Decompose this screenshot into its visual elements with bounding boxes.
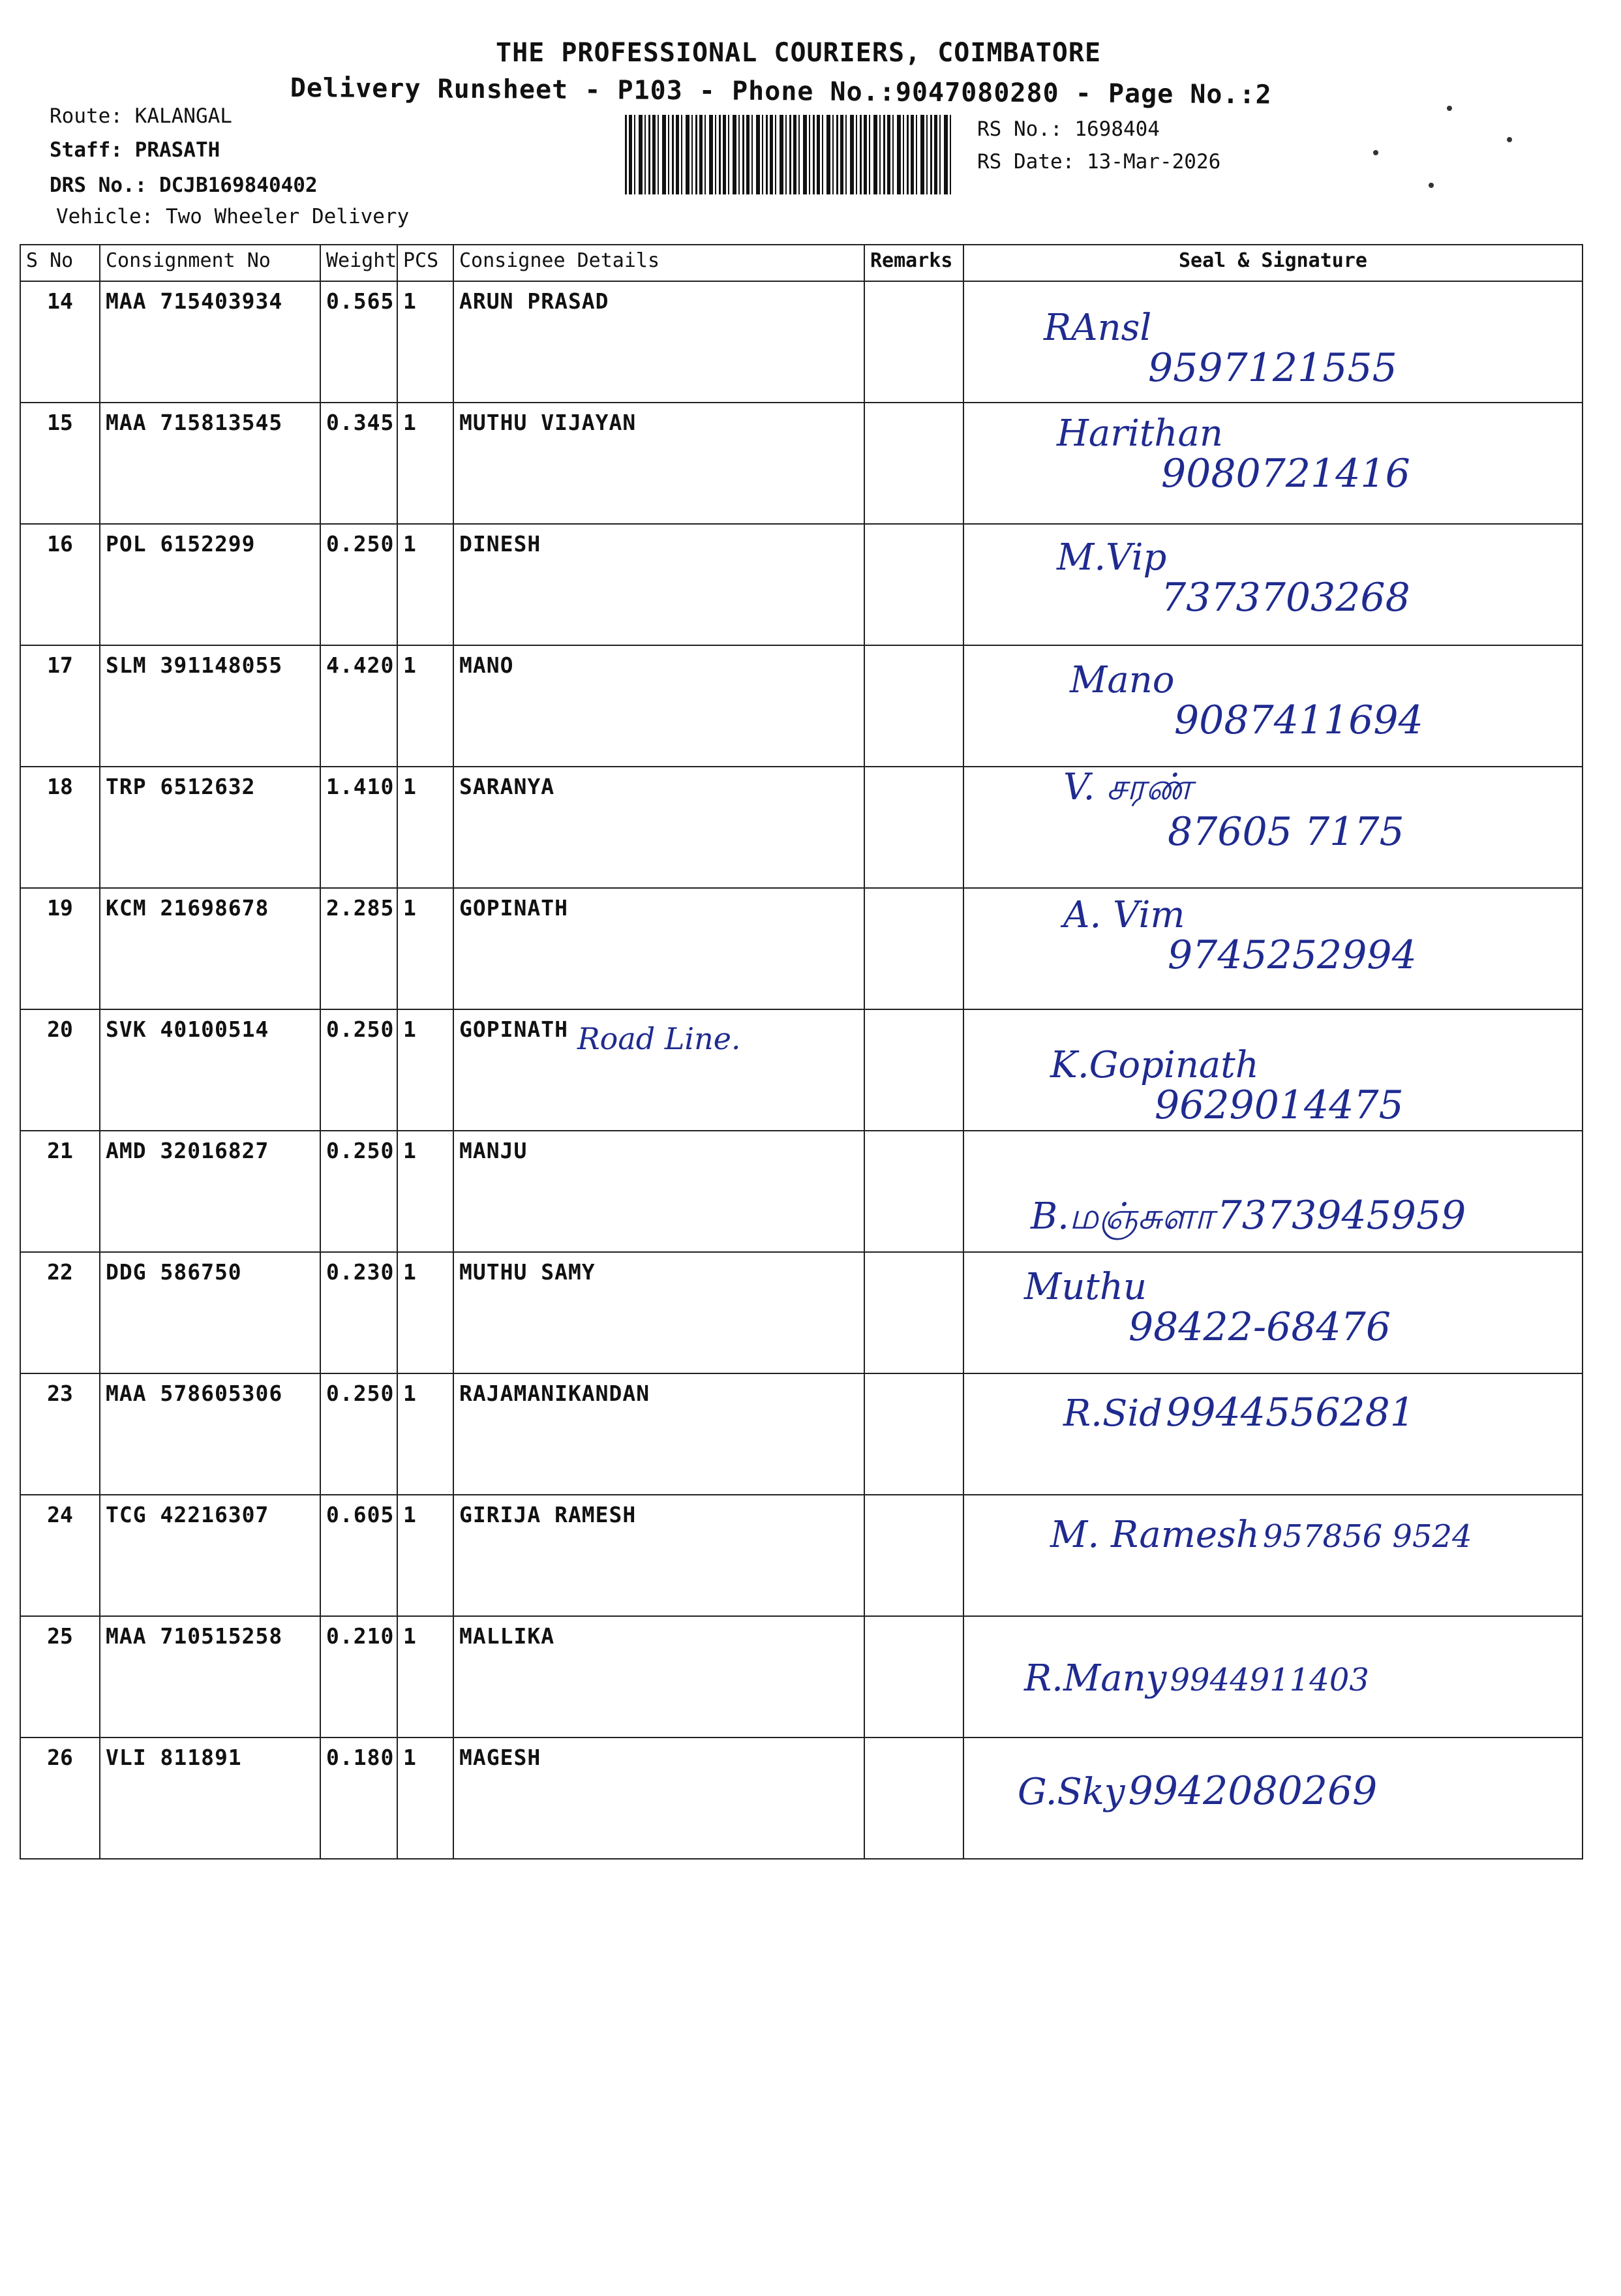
pcs-cell: 1 bbox=[397, 767, 453, 888]
signature-name: K.Gopinath bbox=[1050, 1044, 1259, 1086]
signature-name: Harithan bbox=[1057, 412, 1223, 455]
signature-phone: 87605 7175 bbox=[1168, 809, 1404, 855]
sno-cell: 15 bbox=[20, 403, 100, 524]
consignment-cell: KCM 21698678 bbox=[100, 888, 320, 1009]
pcs-cell: 1 bbox=[397, 645, 453, 767]
document-title: THE PROFESSIONAL COURIERS, COIMBATORE bbox=[496, 38, 1102, 68]
signature-name: RAnsl bbox=[1044, 307, 1152, 349]
consignment-cell: POL 6152299 bbox=[100, 524, 320, 645]
handwritten-signature bbox=[1063, 766, 1404, 855]
handwritten-signature bbox=[1024, 1657, 1369, 1700]
signature-phone: 7373945959 bbox=[1217, 1193, 1466, 1238]
signature-phone: 9745252994 bbox=[1168, 932, 1417, 978]
vehicle-label: Vehicle: bbox=[56, 205, 154, 228]
drs-line bbox=[50, 174, 318, 197]
remarks-cell bbox=[864, 1616, 963, 1737]
signature-phone: 9942080269 bbox=[1128, 1768, 1378, 1814]
handwritten-signature bbox=[1018, 1768, 1377, 1814]
consignment-cell: AMD 32016827 bbox=[100, 1131, 320, 1252]
weight-cell: 0.250 bbox=[320, 1373, 397, 1495]
sno-cell: 20 bbox=[20, 1009, 100, 1131]
table-header-row bbox=[20, 245, 1583, 281]
pcs-cell: 1 bbox=[397, 1009, 453, 1131]
weight-cell: 0.605 bbox=[320, 1495, 397, 1616]
remarks-cell bbox=[864, 524, 963, 645]
consignment-cell: MAA 578605306 bbox=[100, 1373, 320, 1495]
drs-label: DRS No.: bbox=[50, 174, 147, 197]
weight-cell: 0.230 bbox=[320, 1252, 397, 1373]
sno-cell: 18 bbox=[20, 767, 100, 888]
column-header: Consignment No bbox=[100, 245, 320, 281]
sno-cell: 25 bbox=[20, 1616, 100, 1737]
speck-mark bbox=[1507, 137, 1512, 142]
consignment-cell: VLI 811891 bbox=[100, 1737, 320, 1859]
signature-phone: 9944911403 bbox=[1170, 1662, 1369, 1698]
weight-cell: 0.565 bbox=[320, 281, 397, 403]
rs-no-label: RS No.: bbox=[977, 117, 1063, 141]
pcs-cell: 1 bbox=[397, 1131, 453, 1252]
sno-cell: 23 bbox=[20, 1373, 100, 1495]
speck-mark bbox=[1429, 183, 1434, 188]
signature-name: M.Vip bbox=[1057, 536, 1167, 579]
remarks-cell bbox=[864, 1737, 963, 1859]
consignee-cell: MUTHU SAMY bbox=[453, 1252, 864, 1373]
consignee-cell: MANO bbox=[453, 645, 864, 767]
rs-no-value: 1698404 bbox=[1074, 117, 1160, 141]
route-line bbox=[50, 104, 232, 128]
remarks-cell bbox=[864, 1009, 963, 1131]
remarks-cell bbox=[864, 1252, 963, 1373]
handwritten-signature bbox=[1044, 307, 1397, 391]
handwritten-signature bbox=[1050, 1044, 1404, 1128]
consignee-cell: GIRIJA RAMESH bbox=[453, 1495, 864, 1616]
sno-cell: 24 bbox=[20, 1495, 100, 1616]
remarks-cell bbox=[864, 888, 963, 1009]
signature-name: V. சரண் bbox=[1063, 766, 1192, 808]
signature-phone: 7373703268 bbox=[1161, 575, 1410, 620]
remarks-cell bbox=[864, 1495, 963, 1616]
consignee-cell: MUTHU VIJAYAN bbox=[453, 403, 864, 524]
weight-cell: 0.210 bbox=[320, 1616, 397, 1737]
pcs-cell: 1 bbox=[397, 1252, 453, 1373]
consignment-cell: DDG 586750 bbox=[100, 1252, 320, 1373]
remarks-cell bbox=[864, 767, 963, 888]
pcs-cell: 1 bbox=[397, 524, 453, 645]
sno-cell: 14 bbox=[20, 281, 100, 403]
signature-name: Muthu bbox=[1024, 1266, 1147, 1308]
speck-mark bbox=[1373, 150, 1378, 155]
signature-phone: 9944556281 bbox=[1166, 1390, 1415, 1435]
weight-cell: 4.420 bbox=[320, 645, 397, 767]
remarks-cell bbox=[864, 1131, 963, 1252]
consignment-cell: TCG 42216307 bbox=[100, 1495, 320, 1616]
handwritten-signature bbox=[1024, 1266, 1391, 1350]
signature-name: B.மஞ்சுளா bbox=[1031, 1195, 1214, 1238]
signature-phone: 9087411694 bbox=[1174, 697, 1423, 743]
weight-cell: 0.250 bbox=[320, 1131, 397, 1252]
sno-cell: 17 bbox=[20, 645, 100, 767]
signature-name: M. Ramesh bbox=[1050, 1514, 1260, 1556]
signature-name: R.Sid bbox=[1063, 1392, 1163, 1435]
signature-phone: 957856 9524 bbox=[1262, 1518, 1472, 1555]
weight-cell: 2.285 bbox=[320, 888, 397, 1009]
sno-cell: 21 bbox=[20, 1131, 100, 1252]
handwritten-signature bbox=[1057, 412, 1410, 497]
route-value: KALANGAL bbox=[134, 104, 232, 128]
consignee-cell: MALLIKA bbox=[453, 1616, 864, 1737]
remarks-cell bbox=[864, 403, 963, 524]
consignee-cell: RAJAMANIKANDAN bbox=[453, 1373, 864, 1495]
consignee-cell: GOPINATH bbox=[453, 888, 864, 1009]
consignment-cell: SVK 40100514 bbox=[100, 1009, 320, 1131]
consignment-cell: MAA 715813545 bbox=[100, 403, 320, 524]
weight-cell: 0.345 bbox=[320, 403, 397, 524]
signature-phone: 98422-68476 bbox=[1129, 1304, 1391, 1350]
column-header: Weight bbox=[320, 245, 397, 281]
rs-date-line bbox=[977, 150, 1220, 174]
consignment-cell: TRP 6512632 bbox=[100, 767, 320, 888]
pcs-cell: 1 bbox=[397, 888, 453, 1009]
vehicle-value: Two Wheeler Delivery bbox=[165, 205, 410, 228]
handwritten-signature bbox=[1063, 894, 1417, 978]
sno-cell: 16 bbox=[20, 524, 100, 645]
drs-value: DCJB169840402 bbox=[159, 174, 318, 197]
sno-cell: 19 bbox=[20, 888, 100, 1009]
pcs-cell: 1 bbox=[397, 403, 453, 524]
handwritten-signature bbox=[1050, 1514, 1472, 1556]
handwritten-signature bbox=[1031, 1193, 1466, 1242]
signature-phone: 9597121555 bbox=[1148, 345, 1397, 391]
signature-name: G.Sky bbox=[1018, 1771, 1125, 1813]
weight-cell: 0.180 bbox=[320, 1737, 397, 1859]
consignment-cell: SLM 391148055 bbox=[100, 645, 320, 767]
consignee-cell: DINESH bbox=[453, 524, 864, 645]
handwritten-signature bbox=[1063, 1390, 1415, 1435]
vehicle-line bbox=[56, 205, 409, 228]
rs-date-label: RS Date: bbox=[977, 150, 1075, 174]
rs-no-line bbox=[977, 117, 1160, 141]
column-header: Remarks bbox=[864, 245, 963, 281]
handwritten-signature bbox=[1057, 536, 1410, 620]
weight-cell: 0.250 bbox=[320, 1009, 397, 1131]
sno-cell: 22 bbox=[20, 1252, 100, 1373]
rs-date-value: 13-Mar-2026 bbox=[1086, 150, 1221, 174]
column-header: Seal & Signature bbox=[963, 245, 1583, 281]
remarks-cell bbox=[864, 281, 963, 403]
consignment-cell: MAA 710515258 bbox=[100, 1616, 320, 1737]
pcs-cell: 1 bbox=[397, 1737, 453, 1859]
staff-label: Staff: bbox=[50, 138, 123, 162]
runsheet-subtitle: Delivery Runsheet - P103 - Phone No.:9047080280 - Page No.:2 bbox=[290, 73, 1272, 110]
consignee-cell: GOPINATH bbox=[453, 1009, 864, 1131]
weight-cell: 1.410 bbox=[320, 767, 397, 888]
weight-cell: 0.250 bbox=[320, 524, 397, 645]
route-label: Route: bbox=[50, 104, 123, 128]
pcs-cell: 1 bbox=[397, 1495, 453, 1616]
speck-mark bbox=[1447, 106, 1452, 111]
pcs-cell: 1 bbox=[397, 1616, 453, 1737]
pcs-cell: 1 bbox=[397, 281, 453, 403]
signature-name: Mano bbox=[1070, 659, 1175, 701]
barcode-icon bbox=[625, 115, 952, 194]
column-header: PCS bbox=[397, 245, 453, 281]
signature-name: A. Vim bbox=[1063, 894, 1185, 936]
staff-value: PRASATH bbox=[134, 138, 220, 162]
staff-line bbox=[50, 138, 220, 162]
column-header: S No bbox=[20, 245, 100, 281]
signature-name: R.Many bbox=[1024, 1657, 1167, 1700]
handwritten-remark: Road Line. bbox=[577, 1021, 741, 1056]
consignee-cell: SARANYA bbox=[453, 767, 864, 888]
consignee-cell: MANJU bbox=[453, 1131, 864, 1252]
sno-cell: 26 bbox=[20, 1737, 100, 1859]
handwritten-signature bbox=[1070, 659, 1423, 743]
remarks-cell bbox=[864, 645, 963, 767]
signature-phone: 9629014475 bbox=[1155, 1082, 1404, 1128]
pcs-cell: 1 bbox=[397, 1373, 453, 1495]
column-header: Consignee Details bbox=[453, 245, 864, 281]
remarks-cell bbox=[864, 1373, 963, 1495]
consignee-cell: MAGESH bbox=[453, 1737, 864, 1859]
consignment-cell: MAA 715403934 bbox=[100, 281, 320, 403]
consignee-cell: ARUN PRASAD bbox=[453, 281, 864, 403]
signature-phone: 9080721416 bbox=[1161, 451, 1410, 497]
